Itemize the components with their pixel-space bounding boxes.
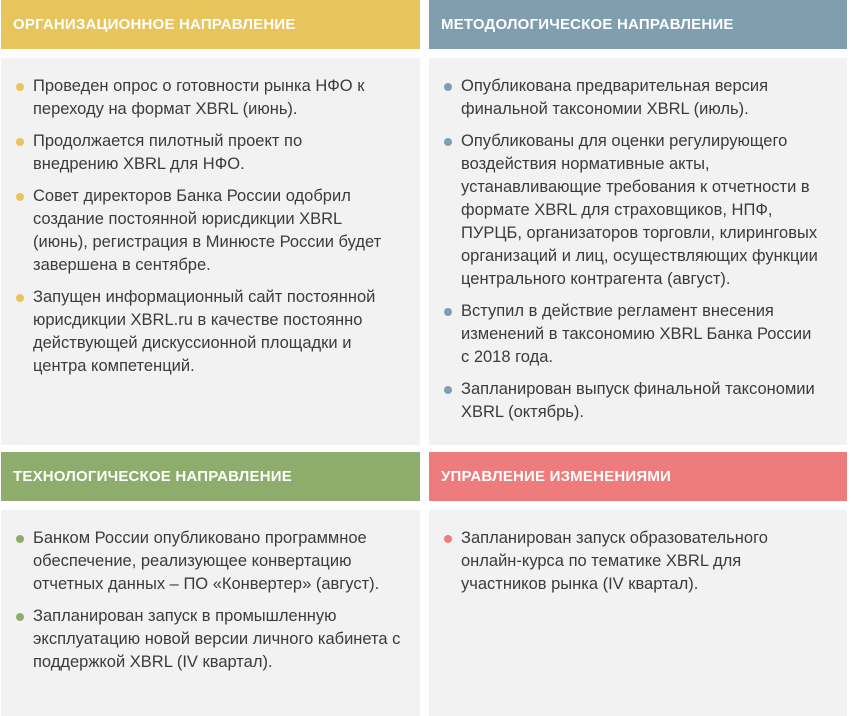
bullet-icon [16,138,24,146]
list-item: Опубликована предварительная версия финальной таксономии XBRL (июль). [429,75,821,121]
bullet-icon [444,308,452,316]
bullet-icon [16,535,24,543]
bullet-icon [444,386,452,394]
panel-technological-body [1,510,420,716]
list-item: Запущен информационный сайт постоянной юрисдикции XBRL.ru в качестве постоянно действующей дискуссионной площадки и центра компетенций. [1,286,390,378]
bullet-icon [16,83,24,91]
panel-methodological-header: МЕТОДОЛОГИЧЕСКОЕ НАПРАВЛЕНИЕ [429,0,847,49]
panel-technological-header: ТЕХНОЛОГИЧЕСКОЕ НАПРАВЛЕНИЕ [1,452,420,501]
panel-methodological [429,0,847,445]
panel-technological [1,452,420,716]
list-item: Запланирован выпуск финальной таксономии XBRL (октябрь). [429,378,821,424]
organizational-list [1,75,390,378]
bullet-icon [444,138,452,146]
panel-organizational-header: ОРГАНИЗАЦИОННОЕ НАПРАВЛЕНИЕ [1,0,420,49]
list-item: Банком России опубликовано программное обеспечение, реализующее конвертацию отчетных данных – ПО «Конвертер» (август). [1,527,406,596]
list-item: Проведен опрос о готовности рынка НФО к переходу на формат XBRL (июнь). [1,75,390,121]
list-item: Вступил в действие регламент внесения изменений в таксономию XBRL Банка России с 2018 года. [429,300,821,369]
technological-list [1,527,406,674]
panel-organizational-body [1,58,420,445]
bullet-icon [16,294,24,302]
list-item: Продолжается пилотный проект по внедрению XBRL для НФО. [1,130,390,176]
list-item: Опубликованы для оценки регулирующего воздействия нормативные акты, устанавливающие требования к отчетности в формате XBRL для страховщиков, НПФ, ПУРЦБ, организаторов торговли, клиринговых организаций и лиц, осуществляющих функции центрального контрагента (август). [429,130,821,291]
bullet-icon [444,535,452,543]
methodological-list [429,75,821,424]
bullet-icon [444,83,452,91]
panel-change-management-body [429,510,847,716]
panel-organizational [1,0,420,445]
panel-methodological-body [429,58,847,445]
panel-change-management-header: УПРАВЛЕНИЕ ИЗМЕНЕНИЯМИ [429,452,847,501]
list-item: Запланирован запуск в промышленную эксплуатацию новой версии личного кабинета с поддержкой XBRL (IV квартал). [1,605,406,674]
list-item: Запланирован запуск образовательного онлайн-курса по тематике XBRL для участников рынка (IV квартал). [429,527,817,596]
list-item: Совет директоров Банка России одобрил создание постоянной юрисдикции XBRL (июнь), регистрация в Минюсте России будет завершена в сентябре. [1,185,390,277]
bullet-icon [16,193,24,201]
change-management-list [429,527,817,596]
panel-change-management [429,452,847,716]
bullet-icon [16,613,24,621]
